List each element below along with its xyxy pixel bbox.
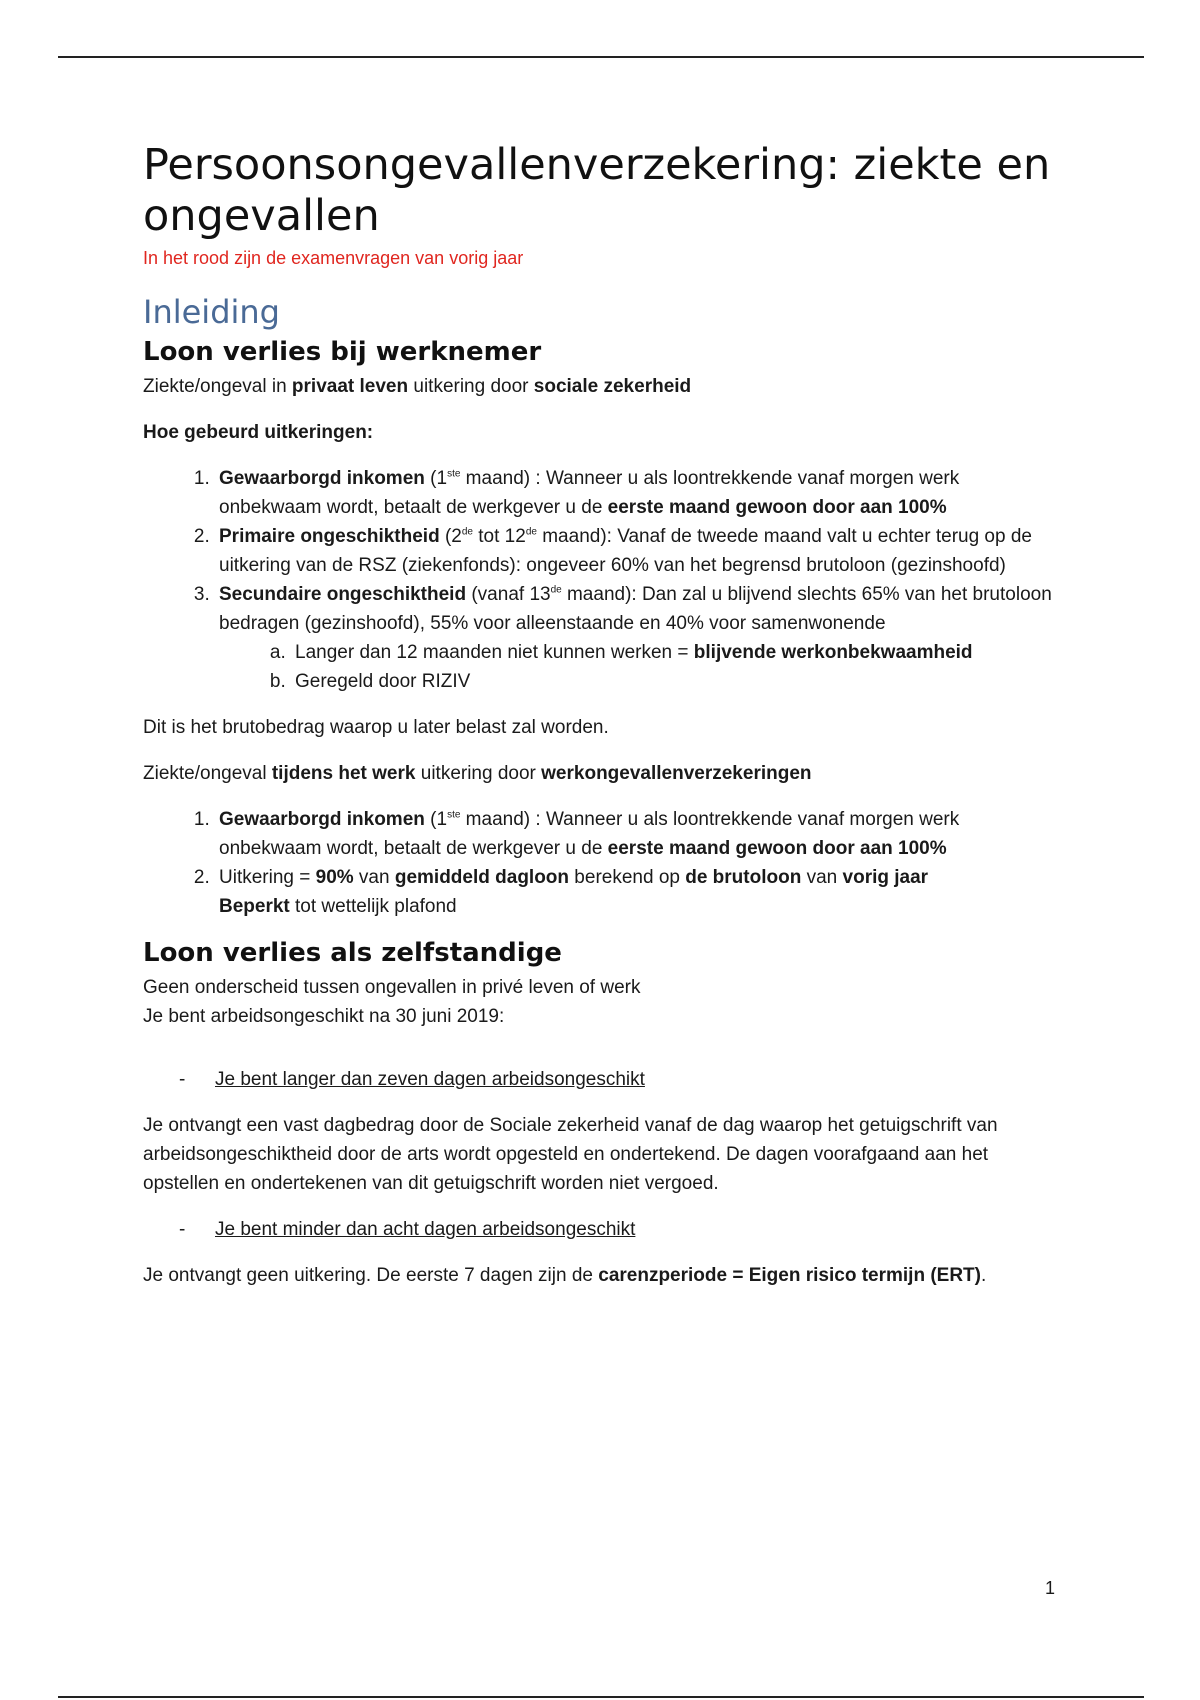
text-span: tot wettelijk plafond — [289, 896, 457, 917]
text-span: (1 — [424, 468, 448, 489]
text-span: Ziekte/ongeval — [143, 763, 272, 784]
list-item — [215, 580, 1063, 696]
bold-span: tijdens het werk — [271, 763, 416, 784]
list-item — [215, 805, 1063, 863]
text-span: . — [981, 1265, 987, 1286]
bold-span: eerste maand gewoon door aan 100% — [607, 497, 947, 518]
dash-item — [215, 1215, 1063, 1244]
bold-span: de brutoloon — [685, 867, 802, 888]
text-span: Ziekte/ongeval in — [143, 376, 292, 397]
text-span: van — [353, 867, 395, 888]
heading-zelfstandige: Loon verlies als zelfstandige — [143, 938, 562, 968]
sub-list — [219, 638, 1063, 696]
text-span: Uitkering = — [219, 867, 316, 888]
paragraph-werk — [143, 759, 1063, 788]
text-span: maand): Dan zal u blijvend slechts 65% van het brutoloon bedragen (gezinshoofd), 55% voor alleenstaande en 40% voor samenwonende — [219, 584, 1052, 634]
text-span: uitkering door — [415, 763, 542, 784]
paragraph-carenz — [143, 1261, 1063, 1290]
text-span: maand) : Wanneer u als loontrekkende vanaf morgen werk onbekwaam wordt, betaalt de werkgever u de — [219, 468, 960, 518]
paragraph-hoe — [143, 418, 1063, 447]
superscript: de — [461, 526, 473, 538]
list-item — [215, 863, 1063, 921]
sub-list-item — [291, 638, 1063, 667]
bold-span: Gewaarborgd inkomen — [219, 809, 425, 830]
text-span: maand) : Wanneer u als loontrekkende vanaf morgen werk onbekwaam wordt, betaalt de werkgever u de — [219, 809, 960, 859]
bold-span: sociale zekerheid — [533, 376, 692, 397]
sub-list-item — [291, 667, 1063, 696]
paragraph-bruto: Dit is het brutobedrag waarop u later belast zal worden. — [143, 717, 609, 738]
page-number: 1 — [1045, 1578, 1056, 1598]
dash-list-langer — [143, 1065, 1063, 1094]
text-span: Langer dan 12 maanden niet kunnen werken = — [295, 642, 694, 663]
list-uitkeringen-privaat — [143, 464, 1063, 696]
text-span: maand): Vanaf de tweede maand valt u echter terug op de uitkering van de RSZ (ziekenfonds): ongeveer 60% van het begrensd brutoloon (gezinshoofd) — [219, 526, 1032, 576]
heading-inleiding: Inleiding — [143, 293, 280, 331]
list-item — [215, 464, 1063, 522]
list-uitkeringen-werk — [143, 805, 1063, 921]
bold-span: carenzperiode = Eigen risico termijn (ERT) — [598, 1265, 981, 1286]
text-span: (1 — [424, 809, 448, 830]
superscript: de — [525, 526, 537, 538]
text-span: tot 12 — [473, 526, 526, 547]
bold-span: eerste maand gewoon door aan 100% — [607, 838, 947, 859]
heading-werknemer: Loon verlies bij werknemer — [143, 337, 542, 367]
bold-span: vorig jaar — [842, 867, 929, 888]
header-rule — [58, 56, 1144, 58]
superscript: de — [550, 584, 562, 596]
bold-span: werkongevallenverzekeringen — [541, 763, 812, 784]
text-span: Geregeld door RIZIV — [295, 671, 471, 692]
bold-span: 90% — [315, 867, 354, 888]
text-span: uitkering door — [408, 376, 534, 397]
text-span: (2 — [439, 526, 462, 547]
underlined-text: Je bent minder dan acht dagen arbeidsongeschikt — [215, 1219, 636, 1240]
underlined-text: Je bent langer dan zeven dagen arbeidsongeschikt — [215, 1069, 645, 1090]
superscript: ste — [447, 468, 461, 480]
bold-span: Beperkt — [219, 896, 290, 917]
bold-span: Hoe gebeurd uitkeringen: — [143, 422, 374, 443]
bold-span: blijvende werkonbekwaamheid — [693, 642, 973, 663]
list-item — [215, 522, 1063, 580]
dash-list-minder — [143, 1215, 1063, 1244]
text-span: Je ontvangt geen uitkering. De eerste 7 dagen zijn de — [143, 1265, 599, 1286]
text-span: van — [801, 867, 843, 888]
bold-span: gemiddeld dagloon — [394, 867, 570, 888]
spacer — [143, 1048, 1063, 1065]
text-span: berekend op — [569, 867, 686, 888]
bold-span: Gewaarborgd inkomen — [219, 468, 425, 489]
text-span: (vanaf 13 — [466, 584, 551, 605]
footer-rule — [58, 1696, 1144, 1698]
bold-span: privaat leven — [291, 376, 409, 397]
bold-span: Primaire ongeschiktheid — [219, 526, 440, 547]
bold-span: Secundaire ongeschiktheid — [219, 584, 467, 605]
document-body — [143, 140, 1063, 1307]
document-title: Persoonsongevallenverzekering: ziekte en ongevallen — [143, 140, 1051, 241]
paragraph-privaat — [143, 372, 1063, 401]
dash-item — [215, 1065, 1063, 1094]
paragraph-onderscheid: Geen onderscheid tussen ongevallen in privé leven of werk — [143, 977, 641, 998]
document-subtitle: In het rood zijn de examenvragen van vorig jaar — [143, 248, 524, 268]
paragraph-arbeidsongeschikt: Je bent arbeidsongeschikt na 30 juni 2019: — [143, 1006, 505, 1027]
superscript: ste — [447, 809, 461, 821]
paragraph-dagbedrag: Je ontvangt een vast dagbedrag door de Sociale zekerheid vanaf de dag waarop het getuigschrift van arbeidsongeschiktheid door de arts wordt opgesteld en ondertekend. De dagen voorafgaand aan het opstellen en ondertekenen van dit getuigschrift worden niet vergoed. — [143, 1115, 998, 1194]
